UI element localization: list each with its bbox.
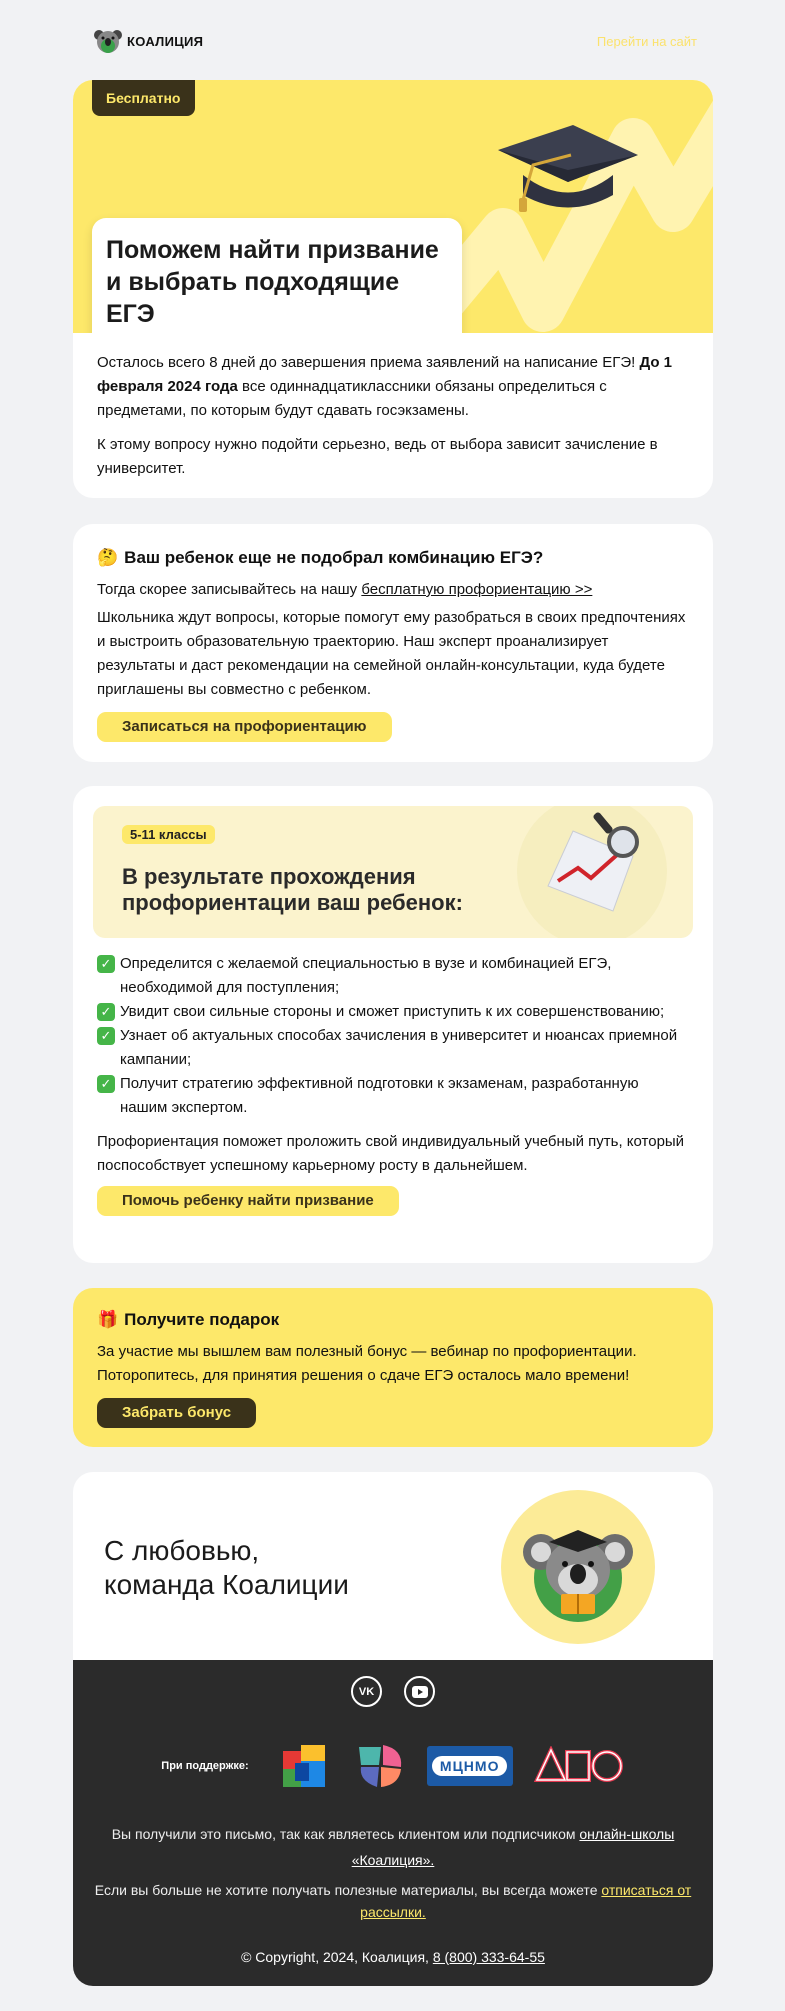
hero-title <box>92 218 462 333</box>
gift-card <box>73 1288 713 1447</box>
email-header <box>73 20 713 62</box>
koala-mascot-circle <box>501 1490 655 1644</box>
partners-row <box>93 1741 693 1791</box>
youtube-icon[interactable] <box>404 1676 435 1707</box>
check-icon: ✓ <box>97 955 115 973</box>
help-find-calling-button[interactable]: Помочь ребенку найти призвание <box>97 1186 399 1216</box>
unsubscribe-notice <box>93 1879 693 1923</box>
email-footer <box>73 1660 713 1986</box>
results-summary: Профориентация поможет проложить свой индивидуальный учебный путь, который поспособствует успешному карьерному росту в дальнейшем. <box>97 1133 685 1174</box>
list-item <box>97 1072 689 1120</box>
list-item-text: Узнает об актуальных способах зачисления в университет и нюансах приемной кампании; <box>120 1027 678 1068</box>
combo-card <box>73 524 713 762</box>
grades-tag: 5-11 классы <box>122 825 215 844</box>
combo-intro-text: Тогда скорее записывайтесь на нашу <box>97 581 362 598</box>
results-banner <box>93 806 693 938</box>
check-icon: ✓ <box>97 1003 115 1021</box>
banner-title-line1: В результате прохождения <box>122 864 416 889</box>
hero-text <box>73 333 713 498</box>
check-icon: ✓ <box>97 1075 115 1093</box>
koala-mascot-icon <box>501 1490 655 1644</box>
dpo-logo-icon <box>533 1746 625 1786</box>
subscription-notice-text: Вы получили это письмо, так как являетесь клиентом или подписчиком <box>111 1826 580 1842</box>
signoff-line1: С любовью, <box>104 1535 260 1566</box>
check-icon: ✓ <box>97 1027 115 1045</box>
copyright-text: © Copyright, 2024, Коалиция, <box>241 1949 433 1965</box>
signoff-card <box>73 1472 713 1986</box>
free-badge: Бесплатно <box>92 80 195 116</box>
logo-text: КОАЛИЦИЯ <box>127 33 204 49</box>
results-card <box>73 786 713 1263</box>
youtube-play-icon <box>412 1686 428 1698</box>
vk-icon[interactable]: VK <box>351 1676 382 1707</box>
hero-p1-deadline: До 1 февраля 2024 года <box>97 354 672 395</box>
combo-heading <box>97 546 689 570</box>
copyright <box>93 1949 693 1965</box>
hero-banner <box>73 80 713 333</box>
combo-description: Школьника ждут вопросы, которые помогут ему разобраться в своих предпочтениях и выстроить образовательную траекторию. Наш эксперт проанализирует результаты и даст рекомендации на семейной онлайн-консультации, куда будете приглашены вы совместно с ребенком. <box>97 609 686 698</box>
koalition-school-link[interactable]: онлайн-школы «Коалиция». <box>351 1826 675 1868</box>
unsubscribe-notice-text: Если вы больше не хотите получать полезные материалы, вы всегда можете <box>94 1882 602 1898</box>
free-career-guidance-link[interactable]: бесплатную профориентацию >> <box>361 581 593 598</box>
banner-title <box>122 864 463 916</box>
gift-text: За участие мы вышлем вам полезный бонус — вебинар по профориентации. Поторопитесь, для принятия решения о сдаче ЕГЭ осталось мало времени! <box>97 1343 637 1384</box>
combo-intro <box>97 578 689 602</box>
hero-paragraph-2: К этому вопросу нужно подойти серьезно, ведь от выбора зависит зачисление в университет. <box>97 436 658 477</box>
hero-title-line1: Поможем найти призвание <box>106 236 439 264</box>
subscription-notice <box>93 1821 693 1873</box>
mccme-logo-text: МЦНМО <box>432 1756 508 1776</box>
hero-title-line2: и выбрать подходящие ЕГЭ <box>106 268 400 328</box>
hero-p1-end: все одиннадцатиклассники обязаны определиться с предметами, по которым будут сдавать госэкзамены. <box>97 378 607 419</box>
logo[interactable] <box>93 26 203 56</box>
partners-label: При поддержке: <box>161 1760 249 1772</box>
partner-cube-logo-icon <box>279 1741 333 1791</box>
list-item-text: Получит стратегию эффективной подготовки к экзаменам, разработанную нашим экспертом. <box>120 1075 639 1116</box>
magnifier-chart-icon <box>533 806 653 916</box>
social-links <box>93 1676 693 1707</box>
koala-logo-icon <box>93 26 123 56</box>
hero-p1-start: Осталось всего 8 дней до завершения приема заявлений на написание ЕГЭ! <box>97 354 636 371</box>
gift-icon: 🎁 <box>97 1310 119 1329</box>
hero-card <box>73 80 713 498</box>
partner-petals-logo-icon <box>353 1741 407 1791</box>
sign-up-career-guidance-button[interactable]: Записаться на профориентацию <box>97 712 392 742</box>
signoff-line2: команда Коалиции <box>104 1569 349 1600</box>
results-list <box>97 952 689 1120</box>
go-to-site-link[interactable]: Перейти на сайт <box>596 33 697 49</box>
unsubscribe-link[interactable]: отписаться от рассылки. <box>360 1882 692 1920</box>
gift-heading <box>97 1308 689 1332</box>
thinking-face-icon: 🤔 <box>97 548 119 567</box>
hero-paragraph-1 <box>97 351 689 423</box>
list-item <box>97 1000 689 1024</box>
graduation-cap-icon <box>493 120 643 220</box>
combo-title: Ваш ребенок еще не подобрал комбинацию ЕГЭ? <box>124 548 544 567</box>
banner-title-line2: профориентации ваш ребенок: <box>122 890 463 915</box>
phone-link[interactable]: 8 (800) 333-64-55 <box>432 1949 545 1965</box>
get-bonus-button[interactable]: Забрать бонус <box>97 1398 256 1428</box>
gift-title: Получите подарок <box>124 1310 280 1329</box>
list-item <box>97 952 689 1000</box>
list-item-text: Увидит свои сильные стороны и сможет приступить к их совершенствованию; <box>120 1003 665 1020</box>
mccme-logo <box>427 1746 513 1786</box>
list-item <box>97 1024 689 1072</box>
signoff-text <box>104 1534 349 1602</box>
list-item-text: Определится с желаемой специальностью в вузе и комбинацией ЕГЭ, необходимой для поступления; <box>120 955 612 996</box>
signoff-block <box>73 1472 713 1660</box>
